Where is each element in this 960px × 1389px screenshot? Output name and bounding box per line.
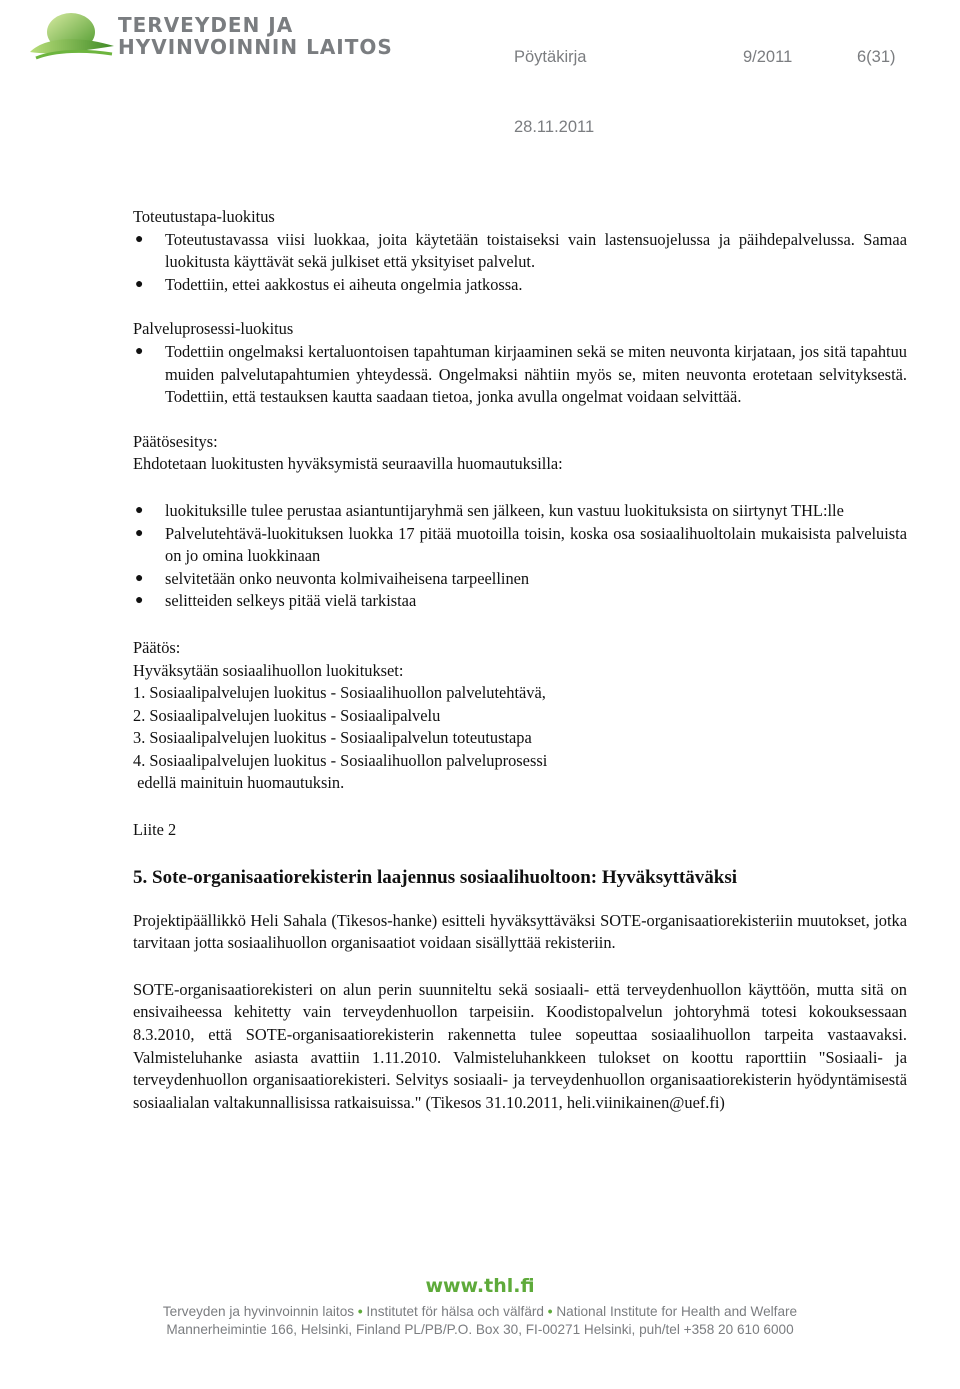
paatos-line: 4. Sosiaalipalvelujen luokitus - Sosiaalihuollon palveluprosessi: [133, 750, 548, 770]
paatos-line: 2. Sosiaalipalvelujen luokitus - Sosiaalipalvelu: [133, 705, 441, 725]
list-item: [133, 341, 907, 409]
section-5-paragraph-2: SOTE-organisaatiorekisteri on alun perin suunniteltu sekä sosiaali- että terveydenhuollon käyttöön, mutta sitä on ensivaiheessa kehitetty vain terveydenhuollon tarpeisiin. Koodistopalvelun johtoryhmä totesi kokouksessaan 8.3.2010, että SOTE-organisaatiorekisterin rakennetta tulee sopeuttaa sosiaalihuollon tarpeita vastaavaksi. Valmisteluhanke asiasta avattiin 1.11.2010. Valmisteluhankkeen tulokset on koottu raporttiin "Sosiaali- ja terveydenhuollon organisaatiorekisteri. Selvitys sosiaali- ja terveydenhuollon organisaatiorekisterin hyödyntämisestä sosiaalialan valtakunnallisissa ratkaisuissa." (Tikesos 31.10.2011, heli.viinikainen@uef.fi): [133, 979, 907, 1112]
list-item: [133, 590, 907, 613]
toteutustapa-heading: Toteutustapa-luokitus: [133, 207, 275, 226]
list-item: [133, 568, 907, 591]
list-item-text: selitteiden selkeys pitää vielä tarkistaa: [165, 591, 417, 611]
palveluprosessi-heading: Palveluprosessi-luokitus: [133, 319, 294, 339]
page-number: 6(31): [857, 48, 896, 66]
paatosesitys-list: [133, 500, 907, 613]
paatos-line: Hyväksytään sosiaalihuollon luokitukset:: [133, 660, 404, 680]
list-item-text: selvitetään onko neuvonta kolmivaiheisena tarpeellinen: [165, 568, 530, 588]
section-5-title: 5. Sote-organisaatiorekisterin laajennus sosiaalihuoltoon: Hyväksyttäväksi: [133, 866, 738, 888]
bullet-icon: ●: [135, 343, 144, 359]
doc-type: Pöytäkirja: [514, 48, 587, 66]
bullet-icon: ●: [135, 570, 144, 586]
paatosesitys-heading: Päätösesitys:: [133, 431, 218, 451]
list-item-text: Todettiin, ettei aakkostus ei aiheuta ongelmia jatkossa.: [165, 274, 523, 294]
paatos-line: 3. Sosiaalipalvelujen luokitus - Sosiaalipalvelun toteutustapa: [133, 728, 532, 748]
name-sv: Institutet för hälsa och välfärd: [366, 1304, 544, 1319]
paatos-line: edellä mainituin huomautuksin.: [133, 773, 345, 793]
paatos-heading: Päätös:: [133, 637, 181, 657]
list-item-text: Todettiin ongelmaksi kertaluontoisen tapahtuman kirjaaminen sekä se miten neuvonta kirjataan, jos sitä tapahtuu muiden palvelutapahtumien yhteydessä. Ongelmaksi nähtiin myös se, miten neuvonta erotetaan selvityksestä. Todettiin, että testauksen kautta saadaan tietoa, jonka avulla ongelmat voidaan selvittää.: [165, 341, 907, 407]
list-item-text: Palvelutehtävä-luokituksen luokka 17 pitää muotoilla toisin, koska osa sosiaalihuoltolain mukaisista palveluista on jo omina luokkinaan: [165, 523, 907, 566]
logo-line-2: HYVINVOINNIN LAITOS: [118, 35, 393, 59]
document-body: [133, 206, 907, 1114]
bullet-icon: ●: [135, 593, 144, 609]
section-5-paragraph-1: Projektipäällikkö Heli Sahala (Tikesos-hanke) esitteli hyväksyttäväksi SOTE-organisaatiorekisteriin muutokset, jotka tarvitaan jotta sosiaalihuollon organisaatiot voidaan sisällyttää rekisteriin.: [133, 910, 907, 953]
bullet-icon: ●: [135, 231, 144, 247]
doc-number: 9/2011: [743, 48, 793, 66]
separator-dot-icon: •: [357, 1304, 363, 1319]
name-en: National Institute for Health and Welfare: [556, 1304, 798, 1319]
thl-leaf-logo-icon: [26, 6, 116, 66]
paatosesitys-intro: Ehdotetaan luokitusten hyväksymistä seuraavilla huomautuksilla:: [133, 454, 563, 474]
thl-logo: [26, 6, 393, 66]
bullet-icon: ●: [135, 276, 144, 292]
bullet-icon: ●: [135, 502, 144, 518]
toteutustapa-list: [133, 229, 907, 297]
bullet-icon: ●: [135, 525, 144, 541]
name-fi: Terveyden ja hyvinvoinnin laitos: [162, 1304, 355, 1319]
liite-reference: Liite 2: [133, 820, 177, 840]
list-item: [133, 500, 907, 523]
footer-address: Mannerheimintie 166, Helsinki, Finland PL/PB/P.O. Box 30, FI-00271 Helsinki, puh/tel +358 20 610 6000: [166, 1322, 794, 1337]
list-item: [133, 523, 907, 568]
logo-text: [118, 14, 393, 58]
doc-date: 28.11.2011: [514, 118, 595, 136]
list-item-text: Toteutustavassa viisi luokkaa, joita käytetään toistaiseksi vain lastensuojelussa ja päihdepalvelussa. Samaa luokitusta käyttävät sekä julkiset että yksityiset palvelut.: [165, 229, 907, 272]
list-item: [133, 274, 907, 297]
footer-url[interactable]: www.thl.fi: [425, 1275, 535, 1297]
palveluprosessi-list: [133, 341, 907, 409]
list-item-text: luokituksille tulee perustaa asiantuntijaryhmä sen jälkeen, kun vastuu luokituksista on siirtynyt THL:lle: [165, 500, 844, 520]
logo-line-1: TERVEYDEN JA: [118, 13, 294, 37]
list-item: [133, 229, 907, 274]
footer-institution-names: [0, 1304, 960, 1319]
separator-dot-icon: •: [547, 1304, 553, 1319]
paatos-line: 1. Sosiaalipalvelujen luokitus - Sosiaalihuollon palvelutehtävä,: [133, 683, 546, 703]
